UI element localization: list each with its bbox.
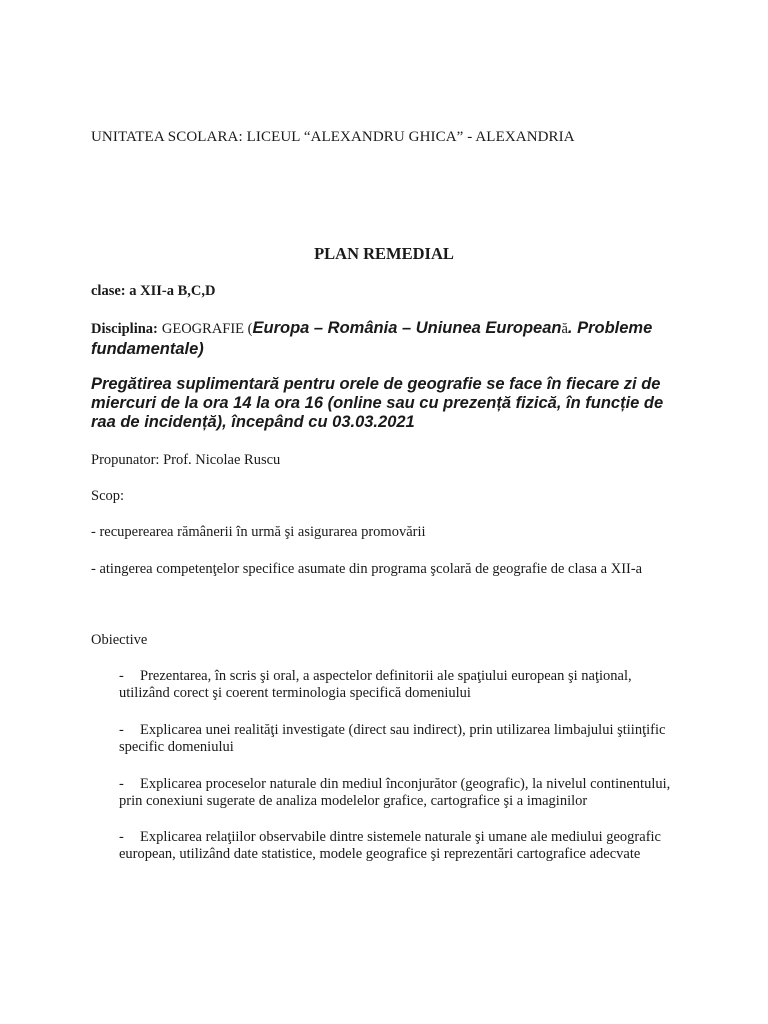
bullet-dash: - [119, 668, 124, 684]
scope-item: - recuperearea rămânerii în urmă şi asigurarea promovării [91, 524, 426, 540]
proposer-line: Propunator: Prof. Nicolae Ruscu [91, 452, 281, 468]
discipline-topic-letter: ă [561, 321, 568, 337]
scope-item: - atingerea competenţelor specifice asumate din programa şcolară de geografie de clasa a XII-a [91, 561, 643, 577]
document-title: PLAN REMEDIAL [314, 244, 454, 263]
schedule-paragraph: Pregătirea suplimentară pentru orele de geografie se face în fiecare zi de miercuri de la ora 14 la ora 16 (online sau cu prezență fizică, în funcție de raa de incidență), începând cu 03.03.2021 [91, 375, 664, 431]
objective-item [119, 829, 679, 863]
discipline-label: Disciplina: [91, 321, 158, 337]
discipline-line [91, 318, 691, 360]
discipline-topic-part2: . Probleme fundamentale) [91, 319, 653, 358]
school-header: UNITATEA SCOLARA: LICEUL “ALEXANDRU GHICA” - ALEXANDRIA [91, 129, 575, 145]
objective-item [119, 668, 679, 702]
discipline-topic-part1: Europa – România – Uniunea European [252, 319, 562, 337]
bullet-dash: - [119, 829, 124, 845]
objective-item [119, 722, 679, 756]
objective-text: Explicarea relaţiilor observabile dintre sistemele naturale şi umane ale mediului geografic european, utilizând date statistice, modele geografice şi reprezentări cartografice adecvate [119, 829, 661, 862]
objective-text: Prezentarea, în scris şi oral, a aspectelor definitorii ale spaţiului european şi naţional, utilizând corect şi coerent terminologia specifică domeniului [119, 668, 632, 701]
bullet-dash: - [119, 722, 124, 738]
objective-text: Explicarea proceselor naturale din mediul înconjurător (geografic), la nivelul continentului, prin conexiuni sugerate de analiza modelelor grafice, cartografice şi a imaginilor [119, 776, 671, 809]
scope-label: Scop: [91, 488, 125, 504]
classes-line: clase: a XII-a B,C,D [91, 283, 216, 299]
objective-item [119, 776, 679, 810]
discipline-subject: GEOGRAFIE ( [161, 321, 253, 337]
objective-text: Explicarea unei realităţi investigate (direct sau indirect), prin utilizarea limbajului ştiinţific specific domeniului [119, 722, 666, 755]
bullet-dash: - [119, 776, 124, 792]
objectives-label: Obiective [91, 632, 148, 648]
